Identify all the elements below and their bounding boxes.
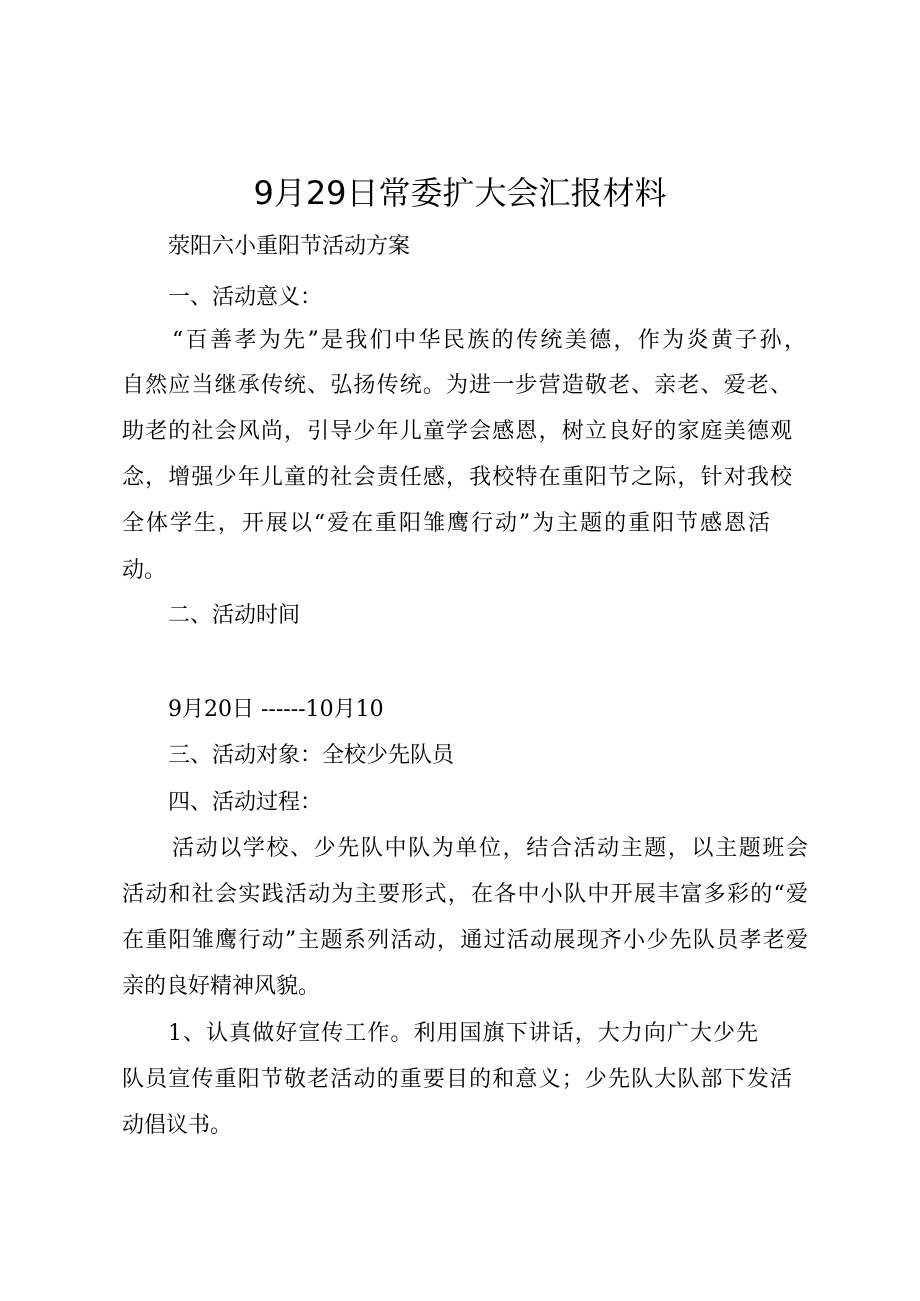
section-heading-process: 四、活动过程： [168, 790, 323, 815]
document-title: 9月29日常委扩大会汇报材料 [253, 174, 667, 212]
paragraph-line: 活动和社会实践活动为主要形式，在各中小队中开展丰富多彩的“爱 [122, 882, 808, 907]
paragraph-line: 助老的社会风尚，引导少年儿童学会感恩，树立良好的家庭美德观 [122, 419, 792, 444]
paragraph-line: 自然应当继承传统、弘扬传统。为进一步营造敬老、亲老、爱老、 [122, 373, 792, 398]
paragraph-line: 全体学生，开展以“爱在重阳雏鹰行动”为主题的重阳节感恩活 [122, 511, 770, 536]
paragraph-line: 在重阳雏鹰行动”主题系列活动，通过活动展现齐小少先队员孝老爱 [122, 928, 808, 953]
paragraph-line: 队员宣传重阳节敬老活动的重要目的和意义；少先队大队部下发活 [122, 1067, 792, 1092]
paragraph-line: 1、认真做好宣传工作。利用国旗下讲话，大力向广大少先 [168, 1021, 758, 1046]
activity-date-range: 9月20日 ------10月10 [168, 697, 384, 722]
section-heading-significance: 一、活动意义： [168, 285, 323, 310]
paragraph-line: “百善孝为先”是我们中华民族的传统美德，作为炎黄子孙， [172, 328, 806, 353]
paragraph-line: 动。 [122, 558, 167, 583]
paragraph-line: 活动以学校、少先队中队为单位，结合活动主题，以主题班会 [172, 836, 808, 861]
section-heading-target: 三、活动对象：全校少先队员 [168, 743, 455, 768]
plan-title-line: 荥阳六小重阳节活动方案 [168, 234, 411, 259]
paragraph-line: 动倡议书。 [122, 1113, 233, 1138]
section-heading-time: 二、活动时间 [168, 603, 301, 628]
paragraph-line: 念，增强少年儿童的社会责任感，我校特在重阳节之际，针对我校 [122, 465, 792, 490]
paragraph-line: 亲的良好精神风貌。 [122, 974, 321, 999]
